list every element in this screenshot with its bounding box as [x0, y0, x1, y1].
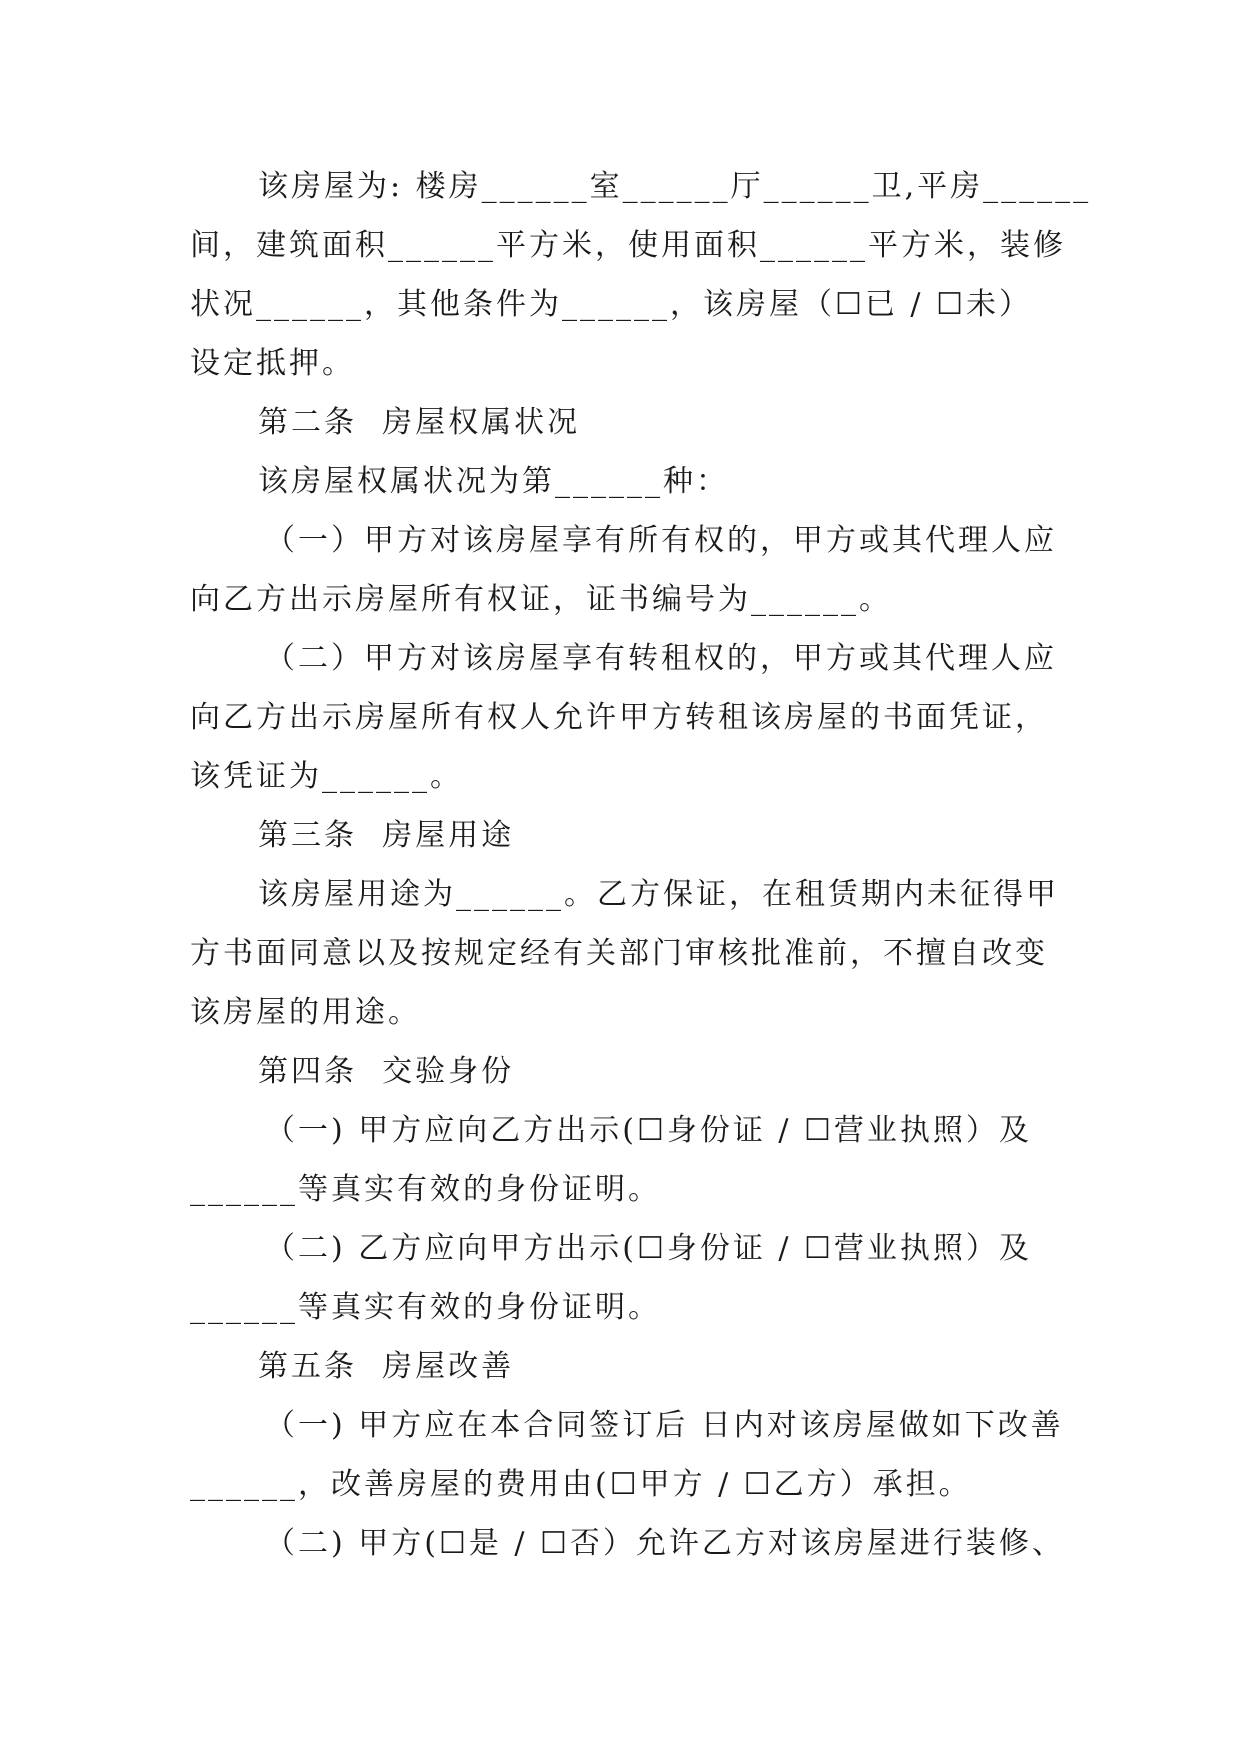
paragraph-line: （一）甲方对该房屋享有所有权的，甲方或其代理人应: [265, 523, 1057, 558]
paragraph-line: ______，改善房屋的费用由(☐甲方 / ☐乙方）承担。: [190, 1467, 972, 1502]
paragraph-line: 该房屋权属状况为第______种：: [258, 464, 729, 499]
paragraph-line: 该房屋用途为______。乙方保证，在租赁期内未征得甲: [258, 877, 1059, 912]
paragraph-line: ______等真实有效的身份证明。: [190, 1172, 661, 1207]
paragraph-line: 间，建筑面积______平方米，使用面积______平方米，装修: [190, 228, 1066, 263]
section-heading: 第五条 房屋改善: [258, 1349, 515, 1384]
paragraph-line: （二) 乙方应向甲方出示(☐身份证 / ☐营业执照）及: [265, 1231, 1032, 1266]
paragraph-line: （二）甲方对该房屋享有转租权的，甲方或其代理人应: [265, 641, 1057, 676]
paragraph-line: 该房屋为: 楼房______室______厅______卫,平房______: [258, 169, 1092, 204]
paragraph-line: （一) 甲方应向乙方出示(☐身份证 / ☐营业执照）及: [265, 1113, 1032, 1148]
paragraph-line: 方书面同意以及按规定经有关部门审核批准前，不擅自改变: [190, 936, 1048, 971]
paragraph-line: 向乙方出示房屋所有权人允许甲方转租该房屋的书面凭证，: [190, 700, 1048, 735]
paragraph-line: ______等真实有效的身份证明。: [190, 1290, 661, 1325]
paragraph-line: （一) 甲方应在本合同签订后 日内对该房屋做如下改善: [265, 1408, 1064, 1443]
paragraph-line: 该房屋的用途。: [190, 995, 421, 1030]
paragraph-line: 状况______，其他条件为______，该房屋（☐已 / ☐未）: [190, 287, 1032, 322]
paragraph-line: 该凭证为______。: [190, 759, 463, 794]
section-heading: 第三条 房屋用途: [258, 818, 515, 853]
paragraph-line: 向乙方出示房屋所有权证，证书编号为______。: [190, 582, 892, 617]
section-heading: 第二条 房屋权属状况: [258, 405, 581, 440]
section-heading: 第四条 交验身份: [258, 1054, 515, 1089]
paragraph-line: 设定抵押。: [190, 346, 355, 381]
paragraph-line: （二) 甲方(☐是 / ☐否）允许乙方对该房屋进行装修、: [265, 1526, 1065, 1561]
